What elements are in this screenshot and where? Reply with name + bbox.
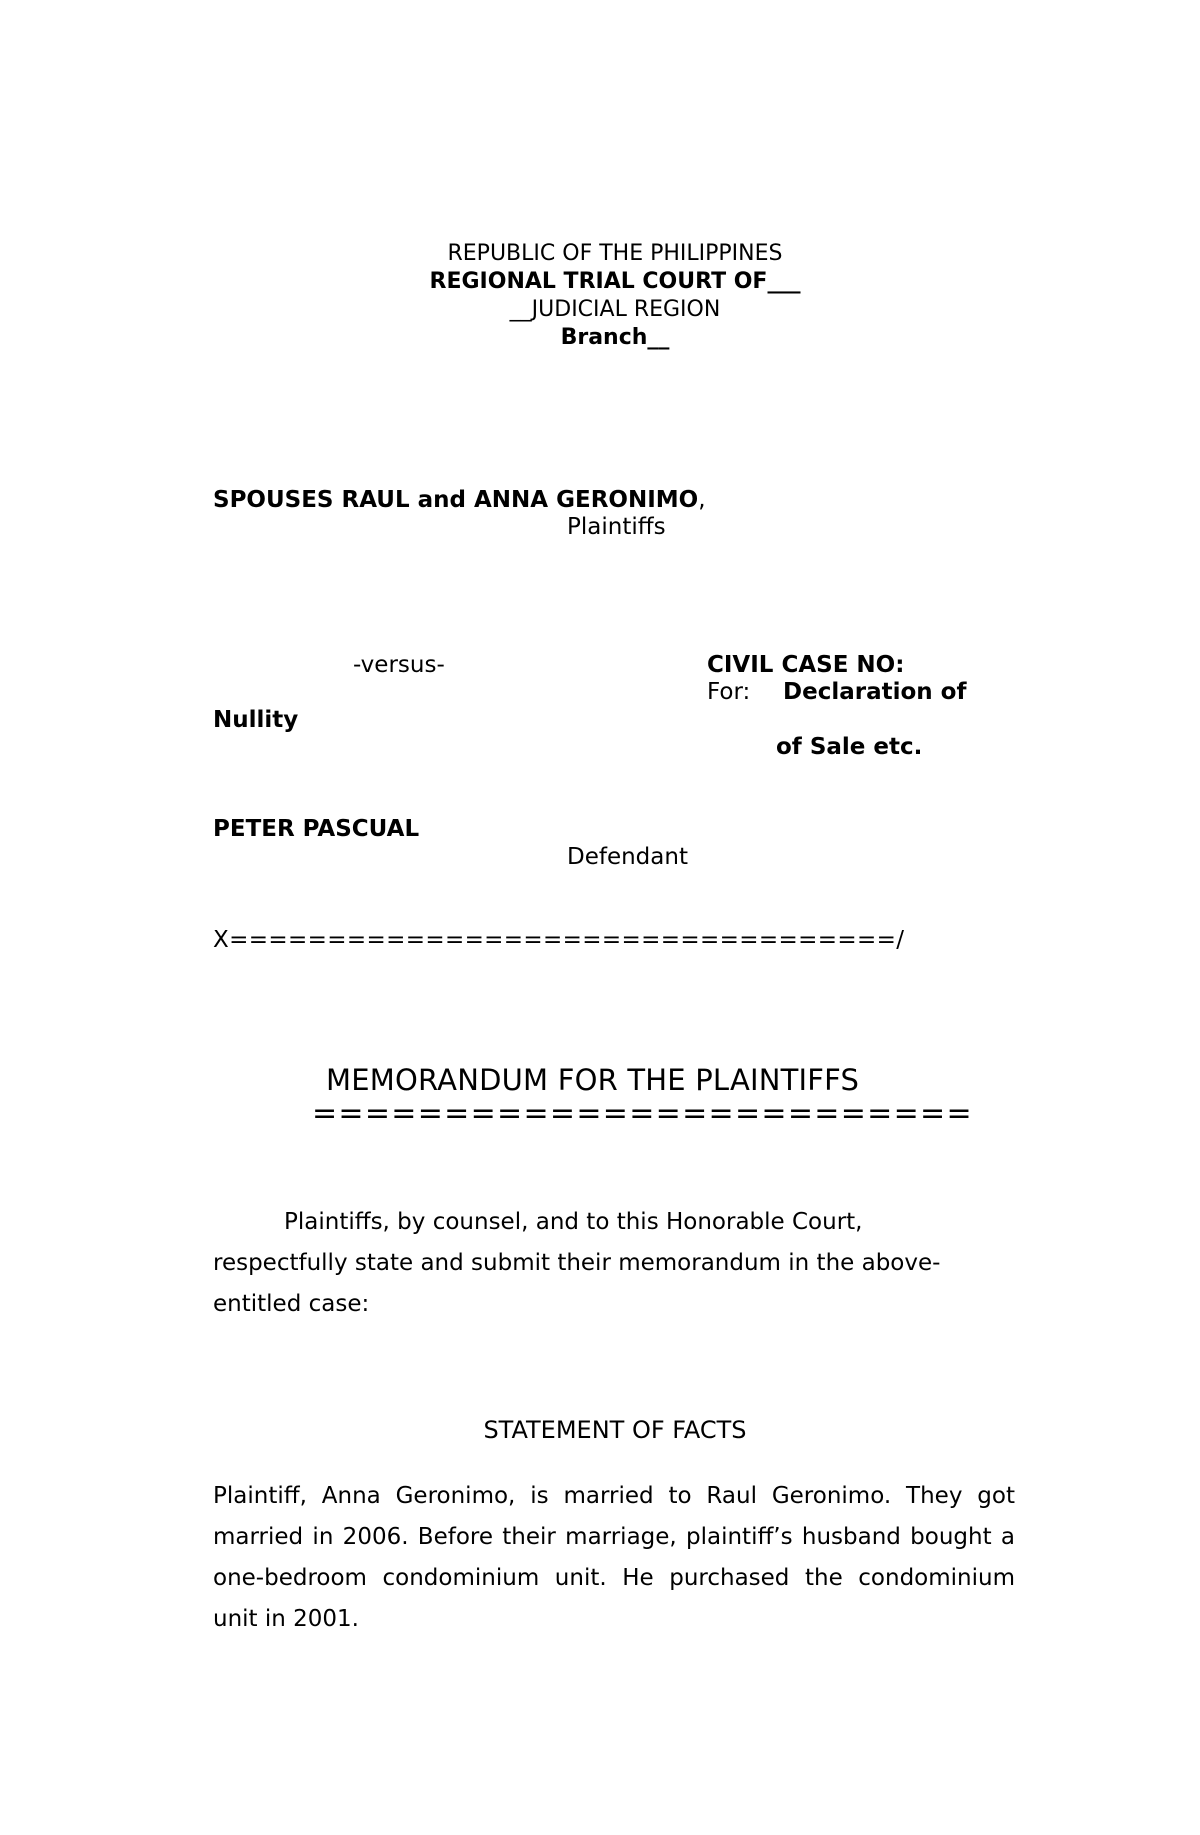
plaintiffs-label: Plaintiffs [567,514,666,540]
caption-separator: X==================================/ [213,927,905,953]
for-value-sale: of Sale etc. [776,734,923,760]
facts-body: Plaintiff, Anna Geronimo, is married to Raul Geronimo. They got married in 2006. Before their marriage, plaintiff’s husband bought a one-bedroom condominium unit. He purchased the condominium unit in 2001. [213,1483,1015,1632]
memorandum-underline: ========================= [312,1096,973,1131]
header-branch: Branch__ [560,325,670,350]
header-court: REGIONAL TRIAL COURT OF___ [429,269,801,294]
civil-case-label: CIVIL CASE NO: [707,652,905,678]
intro-line-2: respectfully state and submit their memorandum in the above- [213,1250,941,1276]
plaintiffs-name-line [213,487,706,513]
facts-heading: STATEMENT OF FACTS [483,1416,747,1444]
for-value-declaration: Declaration of [783,679,967,705]
intro-line-3: entitled case: [213,1291,370,1317]
memorandum-title: MEMORANDUM FOR THE PLAINTIFFS [326,1063,860,1097]
court-header [0,240,1200,352]
versus-text: -versus- [353,652,445,678]
for-label: For: [707,679,751,705]
defendant-label: Defendant [567,844,688,870]
defendant-name: PETER PASCUAL [213,816,420,842]
header-region: __JUDICIAL REGION [509,297,721,322]
for-value-nullity: Nullity [213,707,299,733]
header-republic: REPUBLIC OF THE PHILIPPINES [447,241,783,266]
intro-line-1: Plaintiffs, by counsel, and to this Honorable Court, [284,1209,863,1235]
plaintiffs-name: SPOUSES RAUL and ANNA GERONIMO [213,487,699,513]
plaintiffs-comma: , [698,487,706,513]
